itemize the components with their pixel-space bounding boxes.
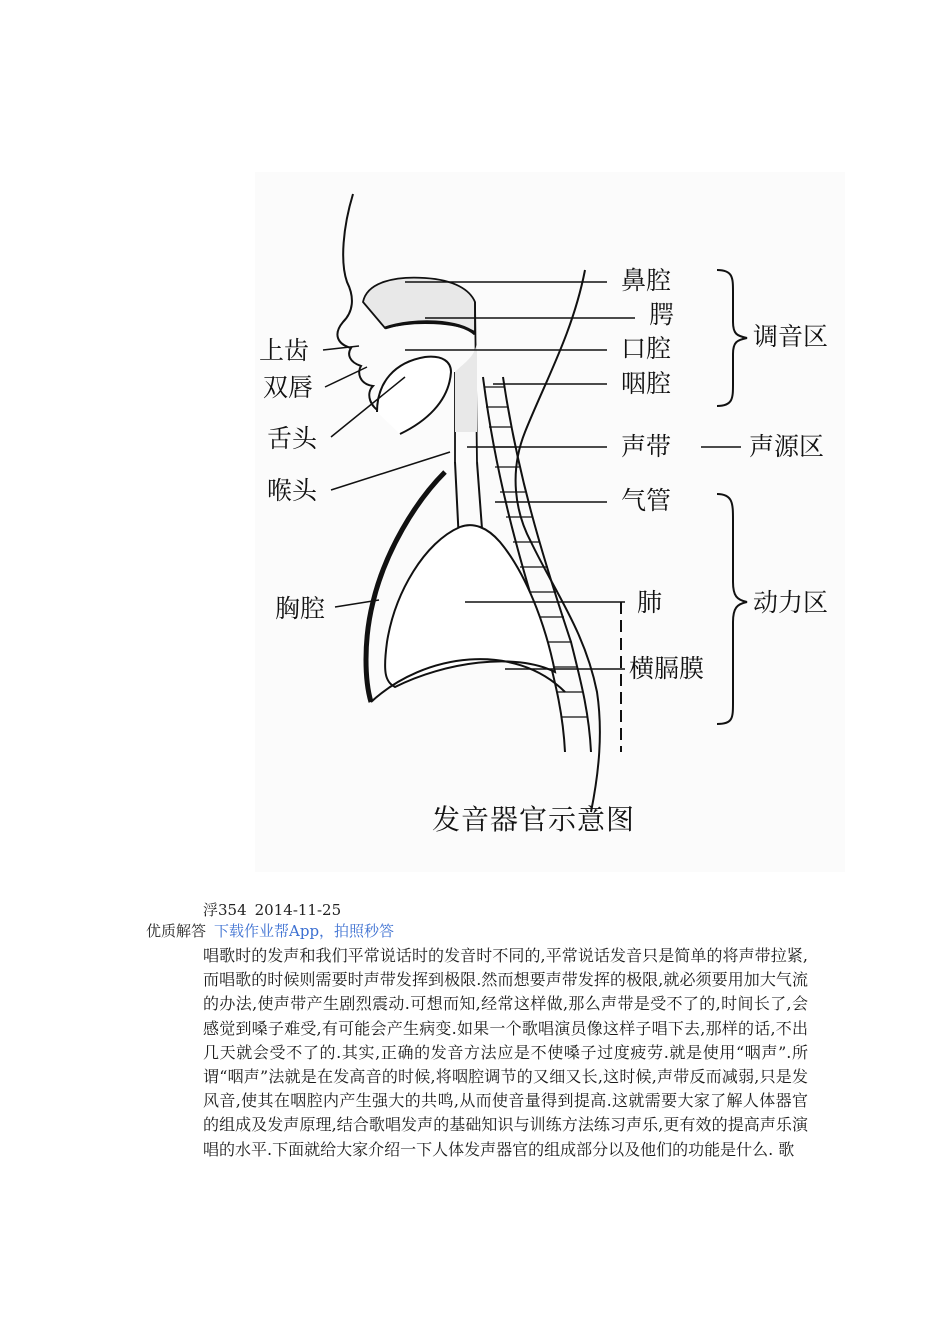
label-pharynx: 咽腔 xyxy=(621,369,672,398)
label-lips: 双唇 xyxy=(263,373,314,402)
group-tuning: 调音区 xyxy=(753,322,829,351)
brace-power xyxy=(717,494,747,724)
post-date: 2014-11-25 xyxy=(254,901,342,919)
brace-tuning xyxy=(717,270,747,406)
label-chest: 胸腔 xyxy=(275,594,326,623)
label-nasal-cavity: 鼻腔 xyxy=(621,266,672,295)
pharynx-shade xyxy=(455,342,477,432)
label-trachea: 气管 xyxy=(621,486,672,515)
label-palate: 腭 xyxy=(649,300,675,329)
answer-heading: 优质解答 xyxy=(146,922,207,940)
tongue xyxy=(377,357,451,434)
post-meta xyxy=(203,899,349,920)
anatomy-drawing xyxy=(255,172,845,872)
download-app-link[interactable]: 下载作业帮App，拍照秒答 xyxy=(214,922,395,940)
label-vocal-cords: 声带 xyxy=(621,432,672,461)
label-diaphragm: 横膈膜 xyxy=(629,654,705,683)
author: 浮354 xyxy=(203,901,247,919)
nasal-cavity xyxy=(363,278,475,332)
label-larynx: 喉头 xyxy=(267,476,318,505)
answer-header xyxy=(146,920,394,941)
back-outline xyxy=(516,270,600,812)
answer-body: 唱歌时的发声和我们平常说话时的发音时不同的,平常说话发音只是简单的将声带拉紧,而唱歌的时候则需要时声带发挥到极限.然而想要声带发挥的极限,就必须要用加大气流的办法,使声带产生剧烈震动.可想而知,经常这样做,那么声带是受不了的,时间长了,会感觉到嗓子难受,有可能会产生病变.如果一个歌唱演员像这样子唱下去,那样的话,不出几天就会受不了的.其实,正确的发音方法应是不使嗓子过度疲劳.就是使用“咽声”.所谓“咽声”法就是在发高音的时候,将咽腔调节的又细又长,这时候,声带反而减弱,只是发风音,使其在咽腔内产生强大的共鸣,从而使音量得到提高.这就需要大家了解人体器官的组成及发声原理,结合歌唱发声的基础知识与训练方法练习声乐,更有效的提高声乐演唱的水平.下面就给大家介绍一下人体发声器官的组成部分以及他们的功能是什么. 歌 xyxy=(203,946,808,1159)
vocal-organs-diagram xyxy=(255,172,845,872)
group-power: 动力区 xyxy=(753,588,829,617)
label-tongue: 舌头 xyxy=(267,424,318,453)
figure-caption: 发音器官示意图 xyxy=(432,803,636,836)
label-lung: 肺 xyxy=(637,588,663,617)
lung xyxy=(385,525,555,687)
group-source: 声源区 xyxy=(749,432,825,461)
label-oral-cavity: 口腔 xyxy=(621,334,672,363)
label-upper-teeth: 上齿 xyxy=(259,336,310,365)
